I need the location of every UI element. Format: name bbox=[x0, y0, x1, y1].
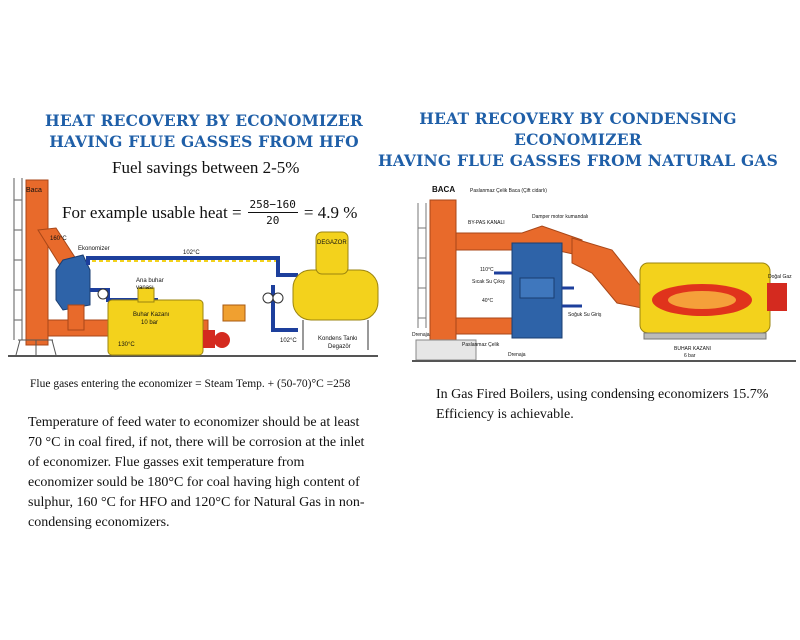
chimney-base bbox=[16, 340, 56, 355]
right-condensing-diagram bbox=[412, 178, 796, 376]
boiler-flame-core bbox=[668, 291, 736, 309]
chimney-ladder-right bbox=[418, 203, 426, 328]
label-pastanmaz: Paslanmaz Çelik Baca (Çift cidarlı) bbox=[470, 188, 547, 194]
label-110c: 110°C bbox=[480, 267, 494, 273]
fuel-savings-text: Fuel savings between 2-5% bbox=[112, 158, 300, 177]
right-title-line2: HAVING FLUE GASSES FROM NATURAL GAS bbox=[377, 151, 779, 170]
floor-right bbox=[412, 360, 796, 362]
label-economizer: Ekonomizer bbox=[78, 246, 110, 252]
deaerator-dome bbox=[316, 232, 348, 274]
right-paragraph: In Gas Fired Boilers, using condensing economizers 15.7% Efficiency is achievable. bbox=[436, 387, 769, 422]
label-drenaj-1: Drenaja bbox=[412, 332, 430, 338]
example-result: = 4.9 % bbox=[303, 202, 358, 222]
burner-fan bbox=[214, 332, 230, 348]
pump-1 bbox=[98, 289, 108, 299]
economizer-unit bbox=[56, 255, 90, 310]
label-dogalgaz: Doğal Gaz bbox=[768, 274, 792, 280]
left-title-line2: HAVING FLUE GASSES FROM HFO bbox=[49, 132, 359, 151]
chimney-ladder bbox=[14, 178, 22, 340]
burner bbox=[203, 330, 215, 348]
economizer-panel bbox=[520, 278, 554, 298]
flue-gas-caption: Flue gases entering the economizer = Steam Temp. + (50-70)°C =258 bbox=[30, 378, 351, 390]
label-130c: 130°C bbox=[118, 342, 135, 348]
duct-to-boiler bbox=[572, 238, 642, 308]
label-buhar-kazani-right: BUHAR KAZANI bbox=[674, 346, 711, 352]
label-kondens-tanki: Kondens Tankı bbox=[318, 336, 358, 342]
deaerator-tank bbox=[293, 270, 378, 320]
right-title bbox=[360, 108, 796, 171]
left-paragraph: Temperature of feed water to economizer should be at least 70 °C in coal fired, if not, there will be corrosion at the inlet of economizer. Flue gasses exit temperature from economizer sould be 180°C for coal having high content of sulphur, 160 °C for HFO and 120°C for Natural Gas in non-condensing economizers. bbox=[28, 415, 365, 530]
boiler-base bbox=[644, 333, 766, 339]
label-6bar: 6 bar bbox=[684, 353, 696, 359]
chimney-baca bbox=[26, 180, 48, 345]
left-economizer-diagram bbox=[8, 170, 393, 370]
label-buhar-kazani: Buhar Kazanı bbox=[133, 312, 170, 318]
label-damper: Damper motor kumandalı bbox=[532, 214, 589, 220]
pump-3 bbox=[273, 293, 283, 303]
label-baca-right: BACA bbox=[432, 185, 456, 194]
label-10bar: 10 bar bbox=[141, 320, 159, 326]
fraction-numerator: 258−160 bbox=[249, 198, 296, 211]
label-bypass: BY-PAS KANALI bbox=[468, 220, 505, 226]
chimney-baca-right bbox=[430, 200, 456, 340]
pump-2 bbox=[263, 293, 273, 303]
fraction-denominator: 20 bbox=[266, 214, 280, 227]
gas-burner bbox=[767, 283, 787, 311]
label-degazor: DEGAZOR bbox=[317, 240, 347, 246]
label-102c-top: 102°C bbox=[183, 250, 200, 256]
label-102c-bottom: 102°C bbox=[280, 338, 297, 344]
label-vanasi: vanası bbox=[136, 285, 154, 291]
flue-duct-vertical bbox=[68, 305, 84, 330]
label-ana-buhar: Ana buhar bbox=[136, 278, 164, 284]
example-label: For example usable heat = bbox=[62, 202, 242, 222]
left-title-line1: HEAT RECOVERY BY ECONOMIZER bbox=[45, 111, 363, 130]
label-160c: 160°C bbox=[50, 236, 67, 242]
right-title-line1: HEAT RECOVERY BY CONDENSING ECONOMIZER bbox=[419, 109, 737, 149]
label-drenaj-2: Drenaja bbox=[508, 352, 526, 358]
label-sicak-su: Sıcak Su Çıkış bbox=[472, 279, 505, 285]
label-40c: 40°C bbox=[482, 298, 494, 304]
label-pastanmaz-2: Paslanmaz Çelik bbox=[462, 342, 500, 348]
label-degazor-2: Degazör bbox=[328, 344, 351, 350]
orange-tag bbox=[223, 305, 245, 321]
label-soguk-su: Soğuk Su Giriş bbox=[568, 312, 602, 318]
label-baca: Baca bbox=[26, 187, 42, 194]
left-title bbox=[8, 110, 400, 152]
